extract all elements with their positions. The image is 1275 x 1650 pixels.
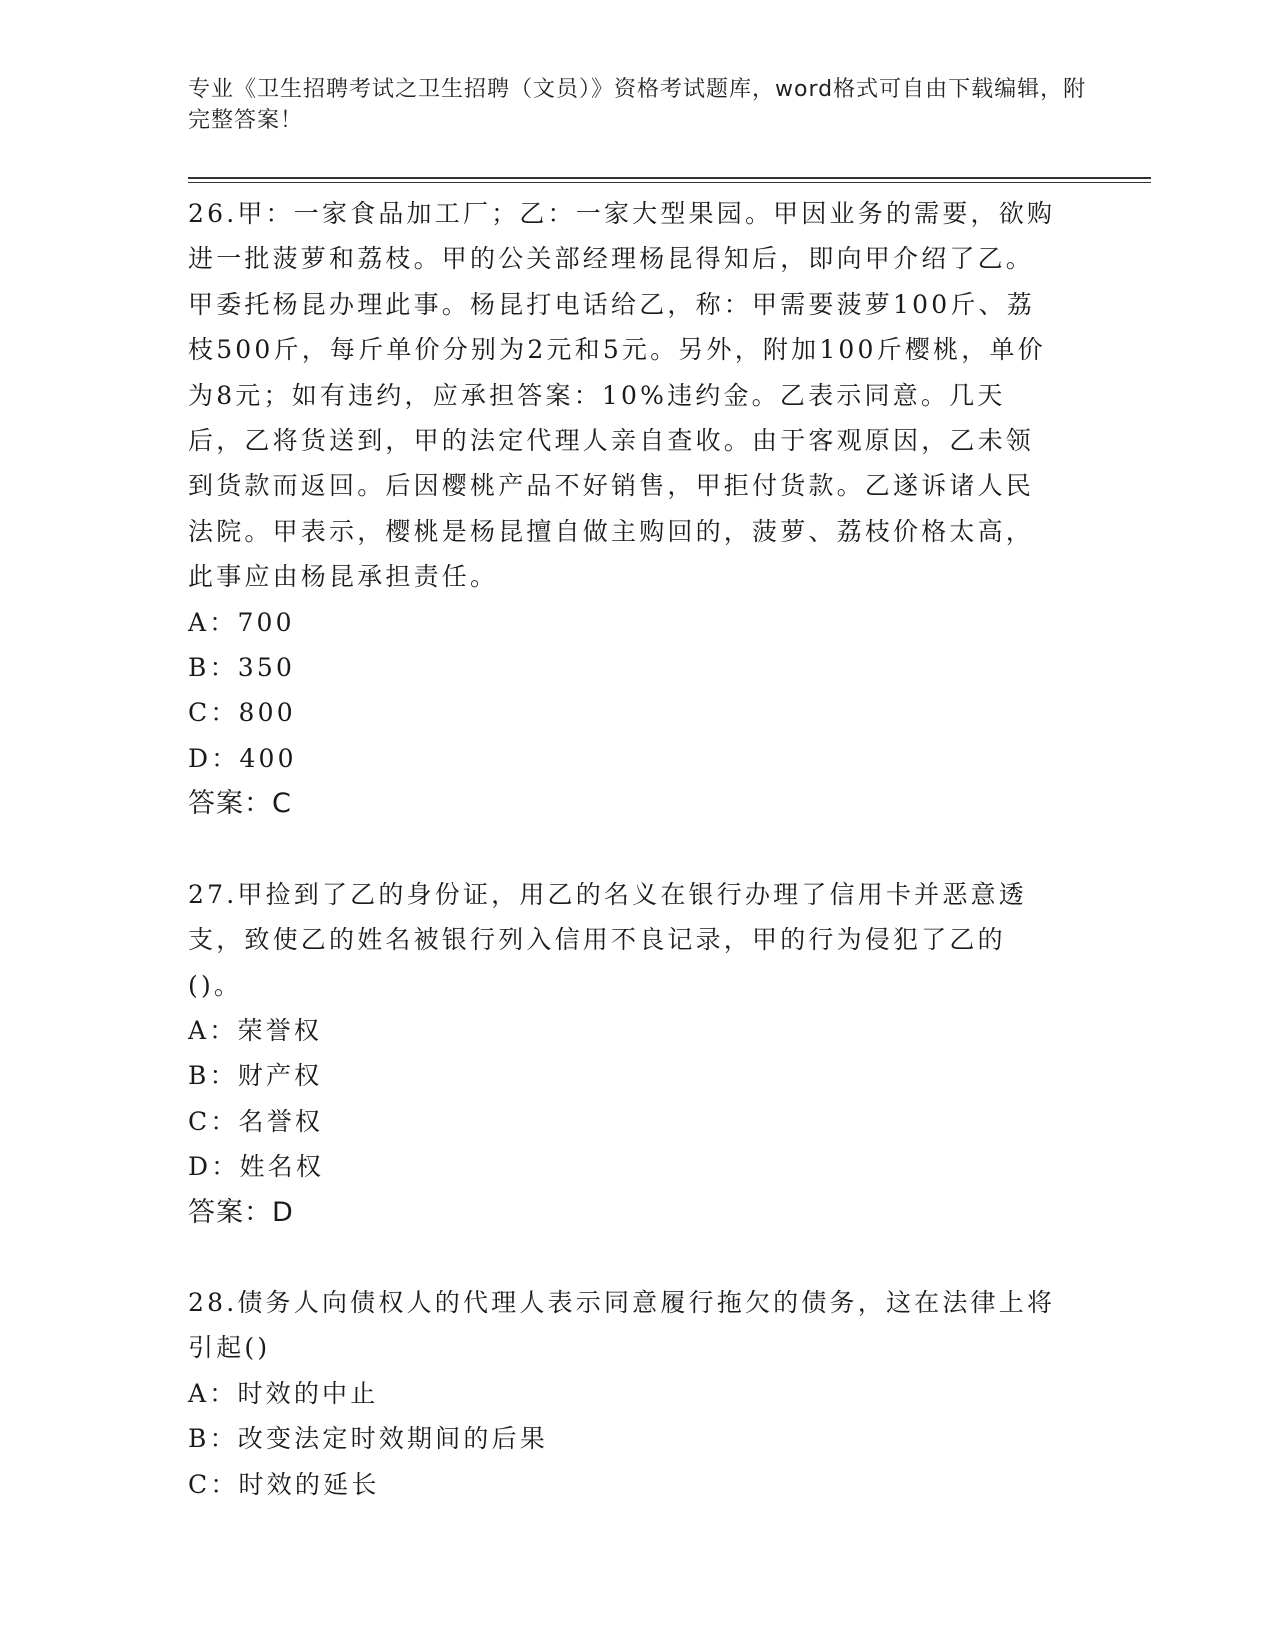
option-c: C：时效的延长: [188, 1469, 380, 1499]
question-stem: 27.甲捡到了乙的身份证，用乙的名义在银行办理了信用卡并恶意透支，致使乙的姓名被银行列入信用不良记录，甲的行为侵犯了乙的()。: [188, 879, 1027, 1000]
header-divider-thick: [188, 177, 1151, 179]
option-b: B：350: [188, 653, 296, 683]
question-stem: 28.债务人向债权人的代理人表示同意履行拖欠的债务，这在法律上将引起(): [188, 1287, 1056, 1363]
question-27: [188, 872, 1058, 1235]
question-28: [188, 1280, 1058, 1507]
question-list: [188, 191, 1058, 1507]
header-divider-thin: [188, 182, 1151, 183]
option-c: C：800: [188, 698, 296, 728]
option-a: A：荣誉权: [188, 1015, 323, 1045]
option-a: A：700: [188, 607, 295, 637]
option-d: D：400: [188, 743, 297, 773]
option-c: C：名誉权: [188, 1106, 324, 1136]
answer-line: 答案：C: [188, 788, 292, 820]
option-b: B：财产权: [188, 1061, 323, 1091]
question-stem: 26.甲：一家食品加工厂；乙：一家大型果园。甲因业务的需要，欲购进一批菠萝和荔枝。甲的公关部经理杨昆得知后，即向甲介绍了乙。甲委托杨昆办理此事。杨昆打电话给乙，称：甲需要菠萝100斤、荔枝500斤，每斤单价分别为2元和5元。另外，附加100斤樱桃，单价为8元；如有违约，应承担答案：10%违约金。乙表示同意。几天后，乙将货送到，甲的法定代理人亲自查收。由于客观原因，乙未领到货款而返回。后因樱桃产品不好销售，甲拒付货款。乙遂诉诸人民法院。甲表示，樱桃是杨昆擅自做主购回的，菠萝、荔枝价格太高，此事应由杨昆承担责任。: [188, 199, 1056, 592]
answer-line: 答案：D: [188, 1196, 294, 1228]
option-a: A：时效的中止: [188, 1378, 379, 1408]
document-header: 专业《卫生招聘考试之卫生招聘（文员）》资格考试题库，word格式可自由下载编辑，附完整答案！: [188, 77, 1087, 133]
question-26: [188, 191, 1058, 827]
option-b: B：改变法定时效期间的后果: [188, 1424, 548, 1454]
option-d: D：姓名权: [188, 1152, 325, 1182]
